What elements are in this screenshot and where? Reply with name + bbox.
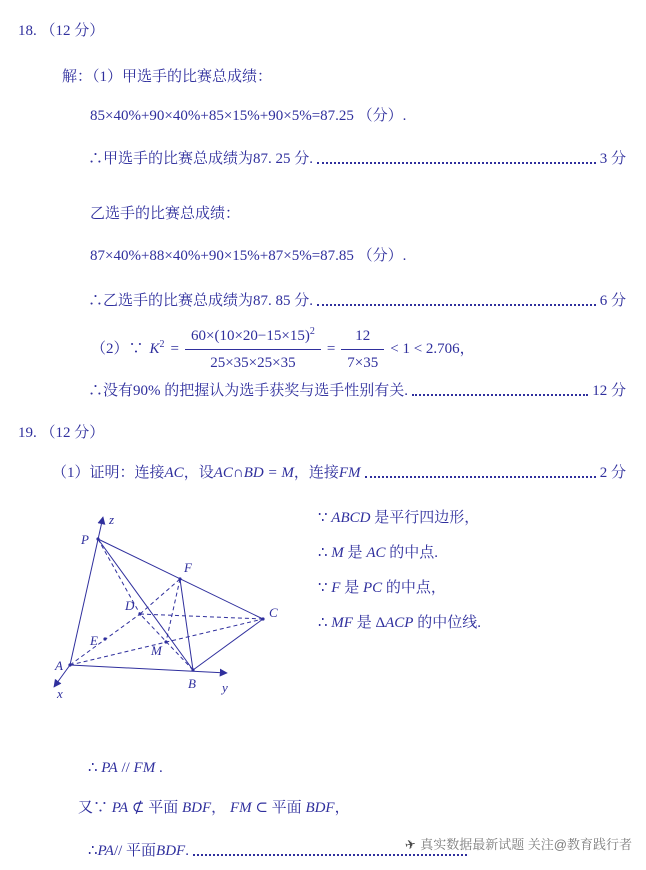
fraction-2-denominator: 7×35 [347,354,379,371]
reason-line-1 [318,507,481,529]
score-badge-6: 6 分 [599,293,626,309]
proof-text: ，连接 [293,465,339,481]
label-z: z [109,512,115,527]
p18-formula-a [90,105,646,127]
p18-part1b-intro: 乙选手的比赛总成绩： [90,206,241,222]
parallel-plane-text: // 平面 [113,843,157,859]
formula-a-expression: 85×40%+90×40%+85×15%+90×5%=87.25 [90,108,354,124]
label-P: P [81,532,89,547]
p18-conclusion-c [88,380,626,402]
math-var: PA [101,760,118,776]
inequality-tail: < 1 < 2.706， [390,341,475,357]
p19-proof-line [52,462,626,484]
math-var: PA [111,800,129,816]
conclusion-b-text: ∴乙选手的比赛总成绩为87. 85 分. [88,293,314,309]
dotted-leader [412,394,588,396]
comma: ， [211,800,230,816]
p18-part2-formula [88,322,646,376]
reason-text: 是 Δ [352,615,386,631]
watermark-text: 真实数据最新试题 关注@教育践行者 [420,837,632,852]
math-var: PA [97,843,114,859]
symbol-because: ∵ [318,510,332,526]
formula-b-unit: （分）. [357,248,407,264]
math-var: BDF [182,800,212,816]
math-var: ACP [385,615,414,631]
score-badge-3: 3 分 [599,151,626,167]
math-var: F [331,580,341,596]
figure-and-reasons [45,507,646,702]
symbol-therefore: ∴ [318,615,332,631]
comma: ， [334,800,350,816]
fraction-1 [185,325,321,374]
dotted-leader [317,304,596,306]
period: . [155,760,163,776]
math-var: FM [229,800,252,816]
p19-conclusion-1 [88,757,646,779]
label-F: F [184,560,192,575]
fraction-1-denominator: 25×35×25×35 [210,354,296,371]
formula-a-unit: （分）. [357,108,407,124]
vertex-labels [54,512,278,701]
math-var: PC [362,580,383,596]
symbol-because: ∵ [318,580,332,596]
not-subset-text: ⊄ 平面 [128,800,182,816]
reason-text: 是 [340,580,363,596]
symbol-because: 又∵ [78,800,112,816]
reason-text: 是平行四边形， [370,510,480,526]
math-var: AC∩BD = M [213,465,294,481]
paper-plane-icon: ✈ [403,836,418,853]
vertex-dots [68,537,264,671]
reason-line-4 [318,612,481,634]
p19-conclusion-2 [78,797,646,819]
reason-text: 是 [343,545,367,561]
k-variable: $K^2$ [149,339,165,357]
p18-conclusion-a [88,148,626,170]
p18-conclusion-b [88,290,626,312]
problem-19-header: 19. （12 分） [18,425,105,441]
math-var: ABCD [331,510,371,526]
label-A: A [55,658,63,673]
symbol-therefore: ∴ [88,760,102,776]
math-var: BDF [305,800,335,816]
problem-18-header: 18. （12 分） [18,23,105,39]
math-var: AC [164,465,184,481]
fraction-1-numerator: $60\times(10\times 20-15\times 15)^2$ [185,325,321,350]
formula-b-expression: 87×40%+88×40%+90×15%+87×5%=87.85 [90,248,354,264]
label-D: D [125,598,135,613]
label-B: B [188,676,196,691]
score-badge-2: 2 分 [599,465,626,481]
proof-reasons [318,507,481,702]
conclusion-a-text: ∴甲选手的比赛总成绩为87. 25 分. [88,151,314,167]
p18-formula-b [90,245,646,267]
math-var: BDF [156,843,186,859]
math-var: MF [331,615,353,631]
subset-text: ⊂ 平面 [251,800,306,816]
math-var: FM [338,465,361,481]
label-y: y [222,680,228,695]
reason-line-2 [318,542,481,564]
p18-part1-intro: 解：（1）甲选手的比赛总成绩： [62,69,273,85]
reason-text: 的中位线. [413,615,481,631]
conclusion-c-text: ∴没有90% 的把握认为选手获奖与选手性别有关. [88,383,408,399]
reason-text: 的中点. [385,545,438,561]
parallel-symbol: // [117,760,134,776]
math-var: M [331,545,344,561]
dotted-leader [317,162,596,164]
label-x: x [57,686,63,701]
dotted-leader [365,476,596,478]
fraction-2-numerator: 12 [341,325,384,350]
reason-line-3 [318,577,481,599]
equals-sign: = [170,341,179,357]
math-var: FM [133,760,156,776]
fraction-2 [341,325,384,374]
equals-sign: = [326,341,336,357]
proof-text: ，设 [183,465,214,481]
label-M: M [151,643,162,658]
period: . [185,843,189,859]
math-var: AC [366,545,386,561]
pyramid-figure [45,507,300,702]
label-C: C [269,605,278,620]
watermark [405,834,632,856]
symbol-therefore: ∴ [88,843,98,859]
proof-text: （1）证明：连接 [52,465,165,481]
score-badge-12: 12 分 [592,383,626,399]
symbol-therefore: ∴ [318,545,332,561]
k-prefix: （2）∵ [91,341,144,357]
reason-text: 的中点， [382,580,446,596]
label-E: E [90,633,98,648]
